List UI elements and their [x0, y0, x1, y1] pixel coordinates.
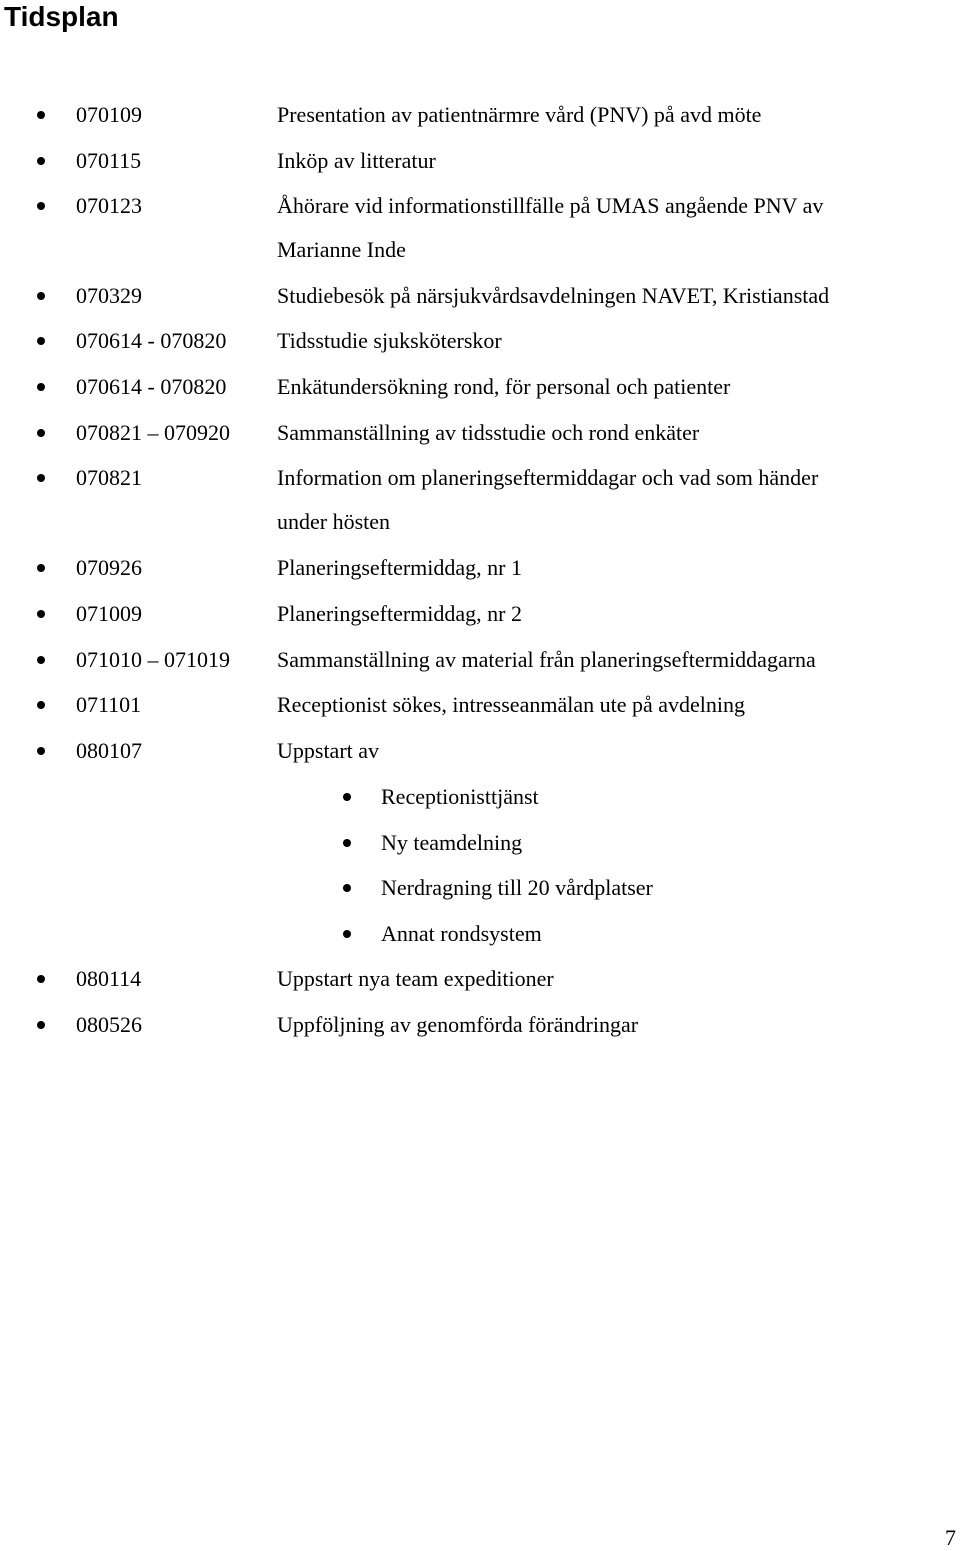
schedule-item [0, 372, 960, 402]
schedule-item [0, 463, 960, 493]
item-description: Planeringseftermiddag, nr 1 [277, 555, 522, 580]
schedule-item [0, 645, 960, 675]
bullet-icon [37, 1021, 45, 1029]
schedule-item [0, 100, 960, 130]
bullet-icon [343, 839, 351, 847]
schedule-item [0, 1010, 960, 1040]
schedule-item [0, 326, 960, 356]
item-description: Studiebesök på närsjukvårdsavdelningen NAVET, Kristianstad [277, 283, 830, 308]
item-description: Uppföljning av genomförda förändringar [277, 1012, 639, 1037]
item-description: Planeringseftermiddag, nr 2 [277, 601, 522, 626]
item-description: Information om planeringseftermiddagar och vad som händer [277, 465, 819, 490]
item-date: 080107 [76, 738, 142, 763]
item-description: Tidsstudie sjuksköterskor [277, 328, 502, 353]
item-description: Presentation av patientnärmre vård (PNV) på avd möte [277, 102, 762, 127]
sub-item-text: Nerdragning till 20 vårdplatser [381, 875, 653, 900]
schedule-item [0, 736, 960, 766]
schedule-item [0, 146, 960, 176]
schedule-item [0, 281, 960, 311]
sub-list-item [0, 873, 960, 903]
bullet-icon [37, 157, 45, 165]
bullet-icon [37, 337, 45, 345]
item-date: 070109 [76, 102, 142, 127]
item-date: 070926 [76, 555, 142, 580]
sub-item-text: Annat rondsystem [381, 921, 542, 946]
item-date: 070821 – 070920 [76, 420, 230, 445]
bullet-icon [343, 793, 351, 801]
page-title: Tidsplan [4, 1, 119, 32]
item-description: Sammanställning av tidsstudie och rond enkäter [277, 420, 700, 445]
item-description: Åhörare vid informationstillfälle på UMAS angående PNV av [277, 193, 824, 218]
bullet-icon [37, 656, 45, 664]
item-description: Receptionist sökes, intresseanmälan ute på avdelning [277, 692, 745, 717]
schedule-item [0, 599, 960, 629]
sub-item-text: Receptionisttjänst [381, 784, 539, 809]
bullet-icon [37, 429, 45, 437]
bullet-icon [37, 701, 45, 709]
schedule-item [0, 553, 960, 583]
sub-list-item [0, 919, 960, 949]
schedule-item-continuation [0, 507, 960, 537]
schedule-item-continuation [0, 235, 960, 265]
bullet-icon [37, 975, 45, 983]
bullet-icon [37, 111, 45, 119]
item-date: 070115 [76, 148, 142, 173]
bullet-icon [343, 884, 351, 892]
item-date: 071009 [76, 601, 142, 626]
bullet-icon [37, 202, 45, 210]
item-date: 080114 [76, 966, 142, 991]
item-date: 071010 – 071019 [76, 647, 230, 672]
bullet-icon [343, 930, 351, 938]
schedule-item [0, 191, 960, 221]
sub-list-item [0, 828, 960, 858]
schedule-item [0, 964, 960, 994]
item-date: 071101 [76, 692, 142, 717]
item-description-continuation: under hösten [277, 509, 391, 534]
item-date: 080526 [76, 1012, 142, 1037]
item-description: Enkätundersökning rond, för personal och patienter [277, 374, 731, 399]
bullet-icon [37, 292, 45, 300]
sub-list-item [0, 782, 960, 812]
schedule-item [0, 690, 960, 720]
item-description: Uppstart av [277, 738, 380, 763]
item-description: Sammanställning av material från planeringseftermiddagarna [277, 647, 816, 672]
bullet-icon [37, 383, 45, 391]
item-date: 070329 [76, 283, 142, 308]
item-date: 070821 [76, 465, 142, 490]
bullet-icon [37, 747, 45, 755]
item-description: Uppstart nya team expeditioner [277, 966, 554, 991]
bullet-icon [37, 564, 45, 572]
item-date: 070123 [76, 193, 142, 218]
item-date: 070614 - 070820 [76, 374, 227, 399]
item-description-continuation: Marianne Inde [277, 237, 406, 262]
item-date: 070614 - 070820 [76, 328, 227, 353]
schedule-item [0, 418, 960, 448]
page-number: 7 [945, 1525, 956, 1550]
bullet-icon [37, 610, 45, 618]
item-description: Inköp av litteratur [277, 148, 436, 173]
sub-item-text: Ny teamdelning [381, 830, 523, 855]
bullet-icon [37, 474, 45, 482]
